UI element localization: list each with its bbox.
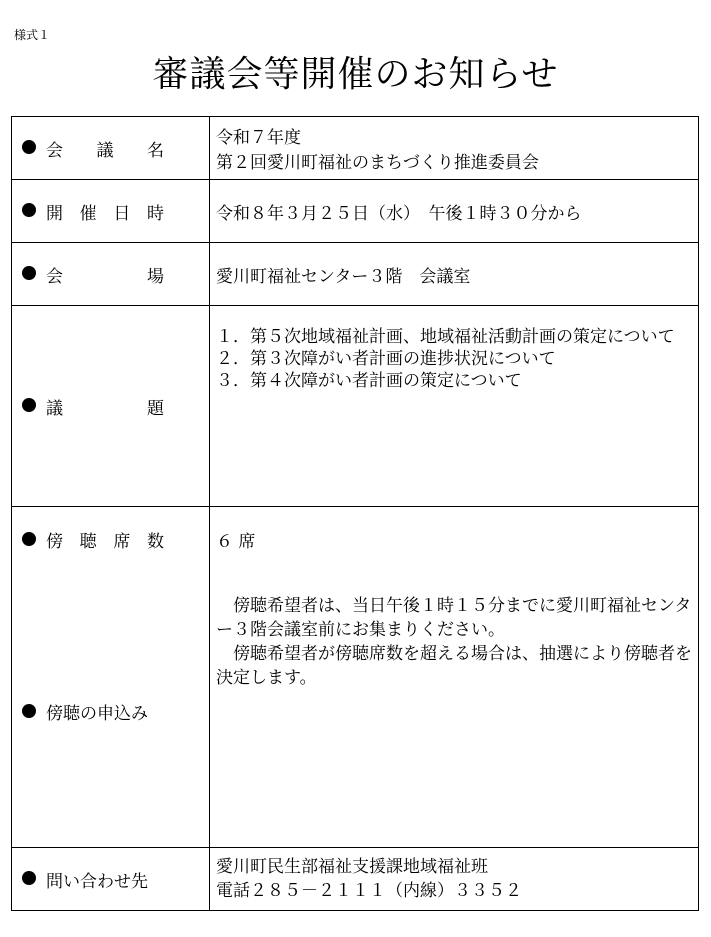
row-agenda: [12, 306, 699, 507]
row-seats-application: [12, 507, 699, 848]
page-title: 審議会等開催のお知らせ: [152, 54, 559, 95]
label-meeting-name: [12, 117, 210, 180]
agenda-item: ３．第４次障がい者計画の策定について: [216, 371, 522, 391]
bullet-icon: [22, 871, 36, 885]
label-char: 席: [113, 532, 131, 552]
label-char: 会: [46, 140, 63, 161]
value-contact: [210, 848, 699, 911]
label-char: 時: [146, 203, 164, 224]
bullet-icon: [22, 532, 36, 546]
label-application: [22, 699, 148, 724]
row-meeting-name: [12, 117, 699, 180]
label-venue: [12, 243, 210, 306]
bullet-icon: [22, 266, 36, 280]
label-char: 聴: [79, 532, 97, 552]
label-char: 場: [147, 266, 164, 287]
application-paragraph: 傍聴希望者は、当日午後１時１５分までに愛川町福祉センター３階会議室前にお集まりください。: [216, 596, 692, 640]
agenda-item: ２．第３次障がい者計画の進捗状況について: [216, 349, 556, 369]
value-meeting-name: [210, 117, 699, 180]
agenda-item: １．第５次地域福祉計画、地域福祉活動計画の策定について: [216, 327, 675, 347]
value-datetime: 令和８年３月２５日（水） 午後１時３０分から: [210, 180, 699, 243]
label-char: 傍: [46, 532, 63, 552]
label-char: 日: [113, 203, 131, 224]
meeting-title: 第２回愛川町福祉のまちづくり推進委員会: [216, 153, 539, 173]
label-seats-application: [12, 507, 210, 848]
value-agenda: [210, 306, 699, 507]
row-datetime: [12, 180, 699, 243]
bullet-icon: [22, 704, 36, 718]
value-venue: 愛川町福祉センター３階 会議室: [210, 243, 699, 306]
contact-department: 愛川町民生部福祉支援課地域福祉班: [216, 857, 488, 877]
label-char: 議: [46, 398, 63, 419]
contact-phone: 電話２８５－２１１１（内線）３３５２: [216, 881, 522, 901]
notice-table: [11, 116, 699, 911]
bullet-icon: [22, 140, 36, 154]
meeting-year: 令和７年度: [216, 128, 301, 148]
label-seats: [22, 527, 164, 552]
bullet-icon: [22, 203, 36, 217]
bullet-icon: [22, 398, 36, 412]
row-venue: [12, 243, 699, 306]
label-agenda: [12, 306, 210, 507]
label-text: 傍聴の申込み: [46, 704, 148, 724]
application-text: [216, 594, 694, 690]
label-char: 名: [147, 140, 164, 161]
seats-count: ６ 席: [216, 532, 256, 552]
label-char: 議: [96, 140, 114, 161]
label-contact: [12, 848, 210, 911]
value-seats-application: [210, 507, 699, 848]
label-char: 数: [146, 532, 164, 552]
label-text: 問い合わせ先: [46, 871, 148, 892]
label-datetime: [12, 180, 210, 243]
row-contact: [12, 848, 699, 911]
form-number: 様式１: [14, 28, 51, 42]
label-char: 開: [46, 203, 63, 224]
application-paragraph: 傍聴希望者が傍聴席数を超える場合は、抽選により傍聴者を決定します。: [216, 644, 692, 688]
label-char: 催: [79, 203, 97, 224]
label-char: 会: [46, 266, 63, 287]
label-char: 題: [147, 398, 164, 419]
